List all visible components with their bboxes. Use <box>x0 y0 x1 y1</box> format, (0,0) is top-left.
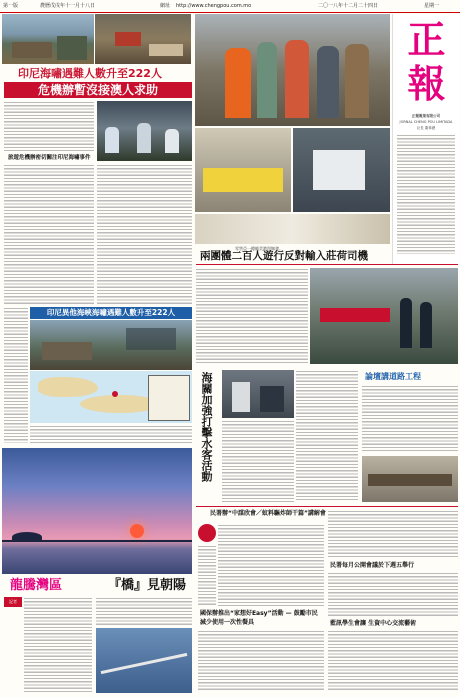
tsunami-map-text <box>30 425 192 445</box>
maritime-body-text <box>222 420 294 502</box>
tsunami-headline: 印尼海嘯遇難人數升至222人 <box>18 67 162 80</box>
page-header-bar <box>0 0 460 13</box>
bridge-headline-left: 龍騰灣區 <box>10 578 63 593</box>
publisher-name-pt: JORNAL CHENG POU LIMITADA <box>399 120 453 124</box>
citizen-body-text <box>218 524 324 608</box>
publisher-name: 正報報業有限公司 <box>412 114 440 118</box>
tsunami-body-text-1 <box>4 101 94 153</box>
masthead-title-char-1: 正 <box>407 17 446 62</box>
tsunami-photo-caption: 零售亞一總師美港別無發。 <box>235 246 283 251</box>
tsunami-subhead: 旅遊危機辦密切關注印尼海嘯事件 <box>8 155 91 161</box>
bridge-headline-right: 『橋』見朝陽 <box>108 578 187 593</box>
masthead-title-char-2: 報 <box>407 61 446 106</box>
lunar-date: 農曆戊戌年十一月十八日 <box>40 3 96 9</box>
civic-divider <box>196 506 458 507</box>
bridge-body-text-2 <box>96 597 192 625</box>
fund-subhead: 藍訊學生會讓 生資中心交流藝術 <box>330 620 417 627</box>
citizen-side-text <box>198 545 216 605</box>
fund-body-text-2 <box>328 630 458 692</box>
fund-body-text-top <box>328 510 458 558</box>
tsunami-banner: 危機辦暫沒接澳人求助 <box>4 82 192 98</box>
civic-logo-badge <box>198 524 216 542</box>
customs-photo <box>222 370 294 418</box>
rescue-workers-photo <box>97 101 192 161</box>
publisher-chief: 社長 董事總 <box>416 126 436 130</box>
maritime-vertical-headline: 海關加強打擊水客活動 <box>200 372 213 482</box>
site-url[interactable]: http://www.chengpou.com.mo <box>176 3 252 9</box>
tsunami-map-banner: 印尼異他海峽海嘯遇難人數升至222人 <box>30 307 192 319</box>
protest-march-photo <box>310 268 458 364</box>
page-number: 第一版 <box>3 3 19 9</box>
bridge-aerial-photo <box>96 628 192 693</box>
civic-body-text <box>198 630 324 692</box>
tsunami-damage-photo-1 <box>2 14 94 64</box>
fund-body-text <box>328 572 458 616</box>
tsunami-body-text-3 <box>97 164 192 304</box>
victims-photo <box>195 128 291 212</box>
bridge-body-text-1 <box>24 597 92 693</box>
evacuees-photo <box>195 14 390 126</box>
issue-date: 二〇一八年十二月二十四日 <box>318 3 379 9</box>
civic-subhead-2: 減少使用一次性餐具 <box>200 619 255 626</box>
medical-photo <box>293 128 390 212</box>
weekday: 星期一 <box>424 3 440 9</box>
sunda-strait-map <box>30 371 192 423</box>
publisher-contact-block <box>397 134 455 254</box>
civic-subhead-1: 國保辦推出“家想好Easy”活動 — 鼓勵市民 <box>200 610 318 617</box>
site-label: 網址 <box>160 3 171 9</box>
reporter-tag: 記者 <box>4 597 22 607</box>
protest-divider <box>196 264 458 265</box>
fund-headline: 民署每月公開會議於下週五舉行 <box>330 562 415 569</box>
protest-headline: 兩團體二百人遊行反對輸入莊荷司機 <box>200 250 368 262</box>
citizen-headline: 民署辦“中謀欣會／蚊料驅炸師干篇”講解會 <box>210 510 326 517</box>
regulation-body-text <box>362 385 458 453</box>
tsunami-coast-photo <box>30 320 192 370</box>
protest-body-text <box>196 268 308 364</box>
masthead <box>392 14 459 264</box>
forum-photo <box>362 456 458 502</box>
masthead-title <box>399 18 454 106</box>
tsunami-body-text-2 <box>4 164 94 304</box>
regulation-headline: 論壇講道路工程 <box>365 372 421 381</box>
relief-photo <box>195 214 390 244</box>
tsunami-damage-photo-2 <box>95 14 191 64</box>
maritime-body-text-2 <box>296 370 358 502</box>
tsunami-side-text <box>4 307 28 443</box>
bridge-sunrise-photo <box>2 448 192 574</box>
